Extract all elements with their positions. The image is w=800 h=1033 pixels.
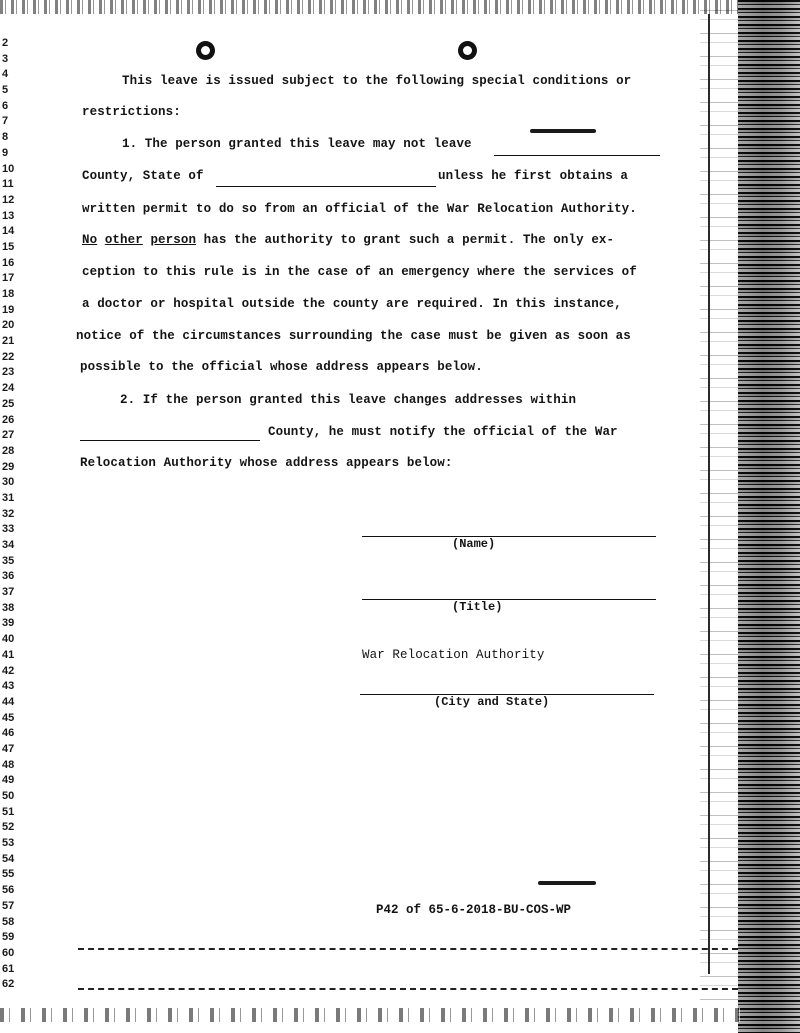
line-number: 45 <box>2 711 15 724</box>
punch-hole-icon <box>196 41 215 60</box>
line-number: 11 <box>2 178 14 191</box>
line-number: 18 <box>2 288 15 300</box>
line-number: 41 <box>2 648 15 661</box>
line-number: 52 <box>2 821 15 834</box>
line-number: 2 <box>2 37 9 49</box>
name-signature-line <box>362 535 656 537</box>
line-number: 25 <box>2 397 15 410</box>
line-number: 50 <box>2 790 15 802</box>
line-number: 27 <box>2 429 15 442</box>
line-number: 21 <box>2 335 15 348</box>
line-number: 6 <box>2 99 9 112</box>
line-number: 59 <box>2 931 15 944</box>
line-number: 4 <box>2 68 9 81</box>
condition-1-line-5: ception to this rule is in the case of an emergency where the services of <box>82 265 637 279</box>
line-number: 32 <box>2 507 15 520</box>
line-number: 10 <box>2 162 15 175</box>
condition-2-line-1: 2. If the person granted this leave changes addresses within <box>120 393 577 407</box>
ink-mark <box>538 881 596 885</box>
title-label: (Title) <box>452 600 503 614</box>
scan-bottom-edge <box>0 1008 740 1022</box>
line-number: 31 <box>2 491 15 504</box>
scan-noise <box>700 10 738 1000</box>
line-number: 54 <box>2 852 15 865</box>
county-blank <box>494 154 660 156</box>
line-number: 23 <box>2 366 15 379</box>
line-number: 29 <box>2 460 15 473</box>
line-number: 51 <box>2 805 15 818</box>
line-number: 61 <box>2 962 15 975</box>
city-state-label: (City and State) <box>434 695 550 709</box>
line-number: 58 <box>2 915 15 928</box>
condition-1-line-4-rest: has the authority to grant such a permit. The only ex- <box>203 233 615 247</box>
bottom-frame <box>78 948 738 990</box>
document-reference: P42 of 65-6-2018-BU-COS-WP <box>376 903 572 917</box>
line-number: 30 <box>2 476 15 489</box>
condition-2-line-2: County, he must notify the official of the War <box>268 425 618 439</box>
condition-1-line-1: 1. The person granted this leave may not leave <box>122 137 472 151</box>
line-number: 12 <box>2 193 15 206</box>
line-number: 34 <box>2 539 15 551</box>
condition-1-line-8: possible to the official whose address appears below. <box>80 360 483 374</box>
line-number: 5 <box>2 84 9 97</box>
line-number: 14 <box>2 225 15 238</box>
line-number-column <box>2 36 24 993</box>
line-number: 44 <box>2 695 15 708</box>
state-blank <box>216 185 436 187</box>
line-number: 62 <box>2 978 15 991</box>
scan-top-edge <box>0 0 760 14</box>
underlined-no: No <box>82 233 98 247</box>
line-number: 53 <box>2 837 15 850</box>
line-number: 43 <box>2 680 15 693</box>
line-number: 16 <box>2 256 15 269</box>
condition-2-line-3: Relocation Authority whose address appears below: <box>80 456 453 470</box>
county-blank-2 <box>80 439 260 441</box>
punch-hole-icon <box>458 41 477 60</box>
line-number: 35 <box>2 554 15 567</box>
intro-line-1: This leave is issued subject to the following special conditions or <box>122 74 632 88</box>
agency-name: War Relocation Authority <box>362 648 545 662</box>
intro-line-2: restrictions: <box>82 105 181 119</box>
line-number: 24 <box>2 382 15 395</box>
name-label: (Name) <box>452 537 496 551</box>
line-number: 26 <box>2 413 15 426</box>
title-signature-line <box>362 598 656 600</box>
line-number: 56 <box>2 884 15 897</box>
line-number: 39 <box>2 617 15 630</box>
margin-rule <box>708 14 710 974</box>
line-number: 48 <box>2 758 15 771</box>
condition-1-county-label: County, State of <box>82 169 204 183</box>
line-number: 57 <box>2 899 15 912</box>
line-number: 40 <box>2 633 15 646</box>
line-number: 33 <box>2 523 15 536</box>
line-number: 9 <box>2 146 9 159</box>
condition-1-line-7: notice of the circumstances surrounding the case must be given as soon as <box>76 329 631 343</box>
line-number: 46 <box>2 727 15 740</box>
condition-1-line-3: written permit to do so from an official of the War Relocation Authority. <box>82 202 637 216</box>
line-number: 55 <box>2 868 15 881</box>
condition-1-line-6: a doctor or hospital outside the county are required. In this instance, <box>82 297 622 311</box>
line-number: 28 <box>2 444 15 457</box>
line-number: 49 <box>2 774 15 787</box>
line-number: 38 <box>2 601 15 614</box>
condition-1-line-2: unless he first obtains a <box>438 169 629 183</box>
line-number: 15 <box>2 240 15 253</box>
line-number: 13 <box>2 209 15 222</box>
line-number: 3 <box>2 52 9 65</box>
line-number: 19 <box>2 303 15 316</box>
line-number: 37 <box>2 586 15 599</box>
underlined-person: person <box>150 233 197 247</box>
line-number: 17 <box>2 272 15 285</box>
ink-mark <box>530 129 596 133</box>
line-number: 47 <box>2 742 15 755</box>
line-number: 36 <box>2 570 15 583</box>
line-number: 42 <box>2 664 15 677</box>
scan-right-edge <box>738 0 800 1033</box>
condition-1-line-4 <box>82 233 614 247</box>
line-number: 7 <box>2 115 9 128</box>
underlined-other: other <box>104 233 143 247</box>
line-number: 20 <box>2 319 15 332</box>
line-number: 22 <box>2 350 15 363</box>
line-number: 60 <box>2 946 15 959</box>
line-number: 8 <box>2 131 9 144</box>
